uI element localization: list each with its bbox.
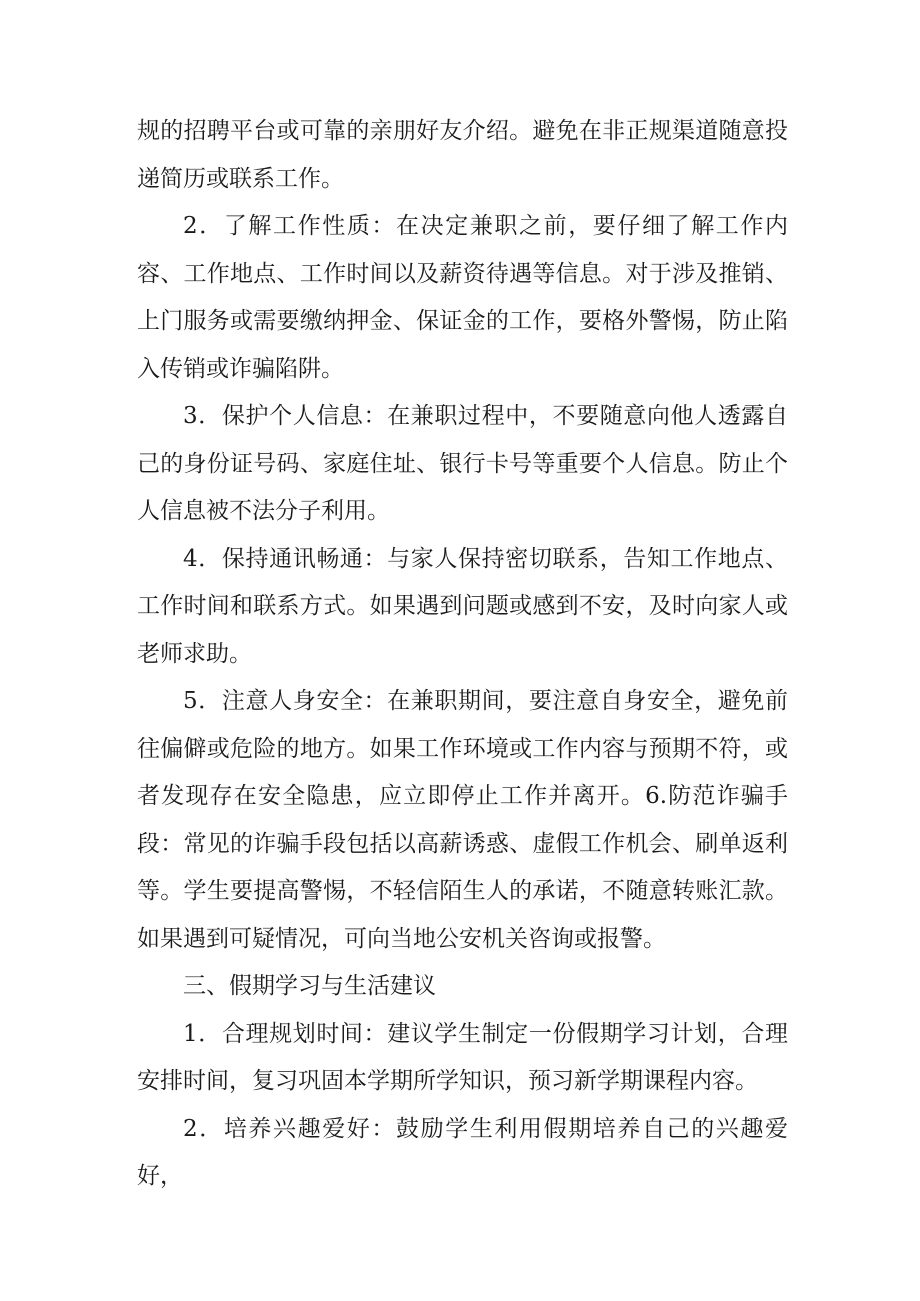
- document-body: [137, 108, 788, 1201]
- paragraph-keep-communication: 4．保持通讯畅通：与家人保持密切联系，告知工作地点、工作时间和联系方式。如果遇到问题或感到不安，及时向家人或老师求助。: [137, 545, 788, 667]
- section-heading-holiday-study: 三、假期学习与生活建议: [183, 973, 436, 999]
- paragraph-hobbies: 2．培养兴趣爱好：鼓励学生利用假期培养自己的兴趣爱好，: [137, 1115, 788, 1189]
- paragraph-plan-time: 1．合理规划时间：建议学生制定一份假期学习计划，合理安排时间，复习巩固本学期所学知识，预习新学期课程内容。: [137, 1020, 788, 1094]
- paragraph-protect-personal-info: 3．保护个人信息：在兼职过程中，不要随意向他人透露自己的身份证号码、家庭住址、银行卡号等重要个人信息。防止个人信息被不法分子利用。: [137, 403, 788, 524]
- paragraph-personal-safety: 5．注意人身安全：在兼职期间，要注意自身安全，避免前往偏僻或危险的地方。如果工作环境或工作内容与预期不符，或者发现存在安全隐患，应立即停止工作并离开。6.防范诈骗手段：常见的诈骗手段包括以高薪诱惑、虚假工作机会、刷单返利等。学生要提高警惕，不轻信陌生人的承诺，不随意转账汇款。如果遇到可疑情况，可向当地公安机关咨询或报警。: [137, 688, 788, 952]
- paragraph-understand-job-nature: 2．了解工作性质：在决定兼职之前，要仔细了解工作内容、工作地点、工作时间以及薪资待遇等信息。对于涉及推销、上门服务或需要缴纳押金、保证金的工作，要格外警惕，防止陷入传销或诈骗陷阱。: [137, 213, 788, 382]
- paragraph-continuation: 规的招聘平台或可靠的亲朋好友介绍。避免在非正规渠道随意投递简历或联系工作。: [137, 118, 788, 192]
